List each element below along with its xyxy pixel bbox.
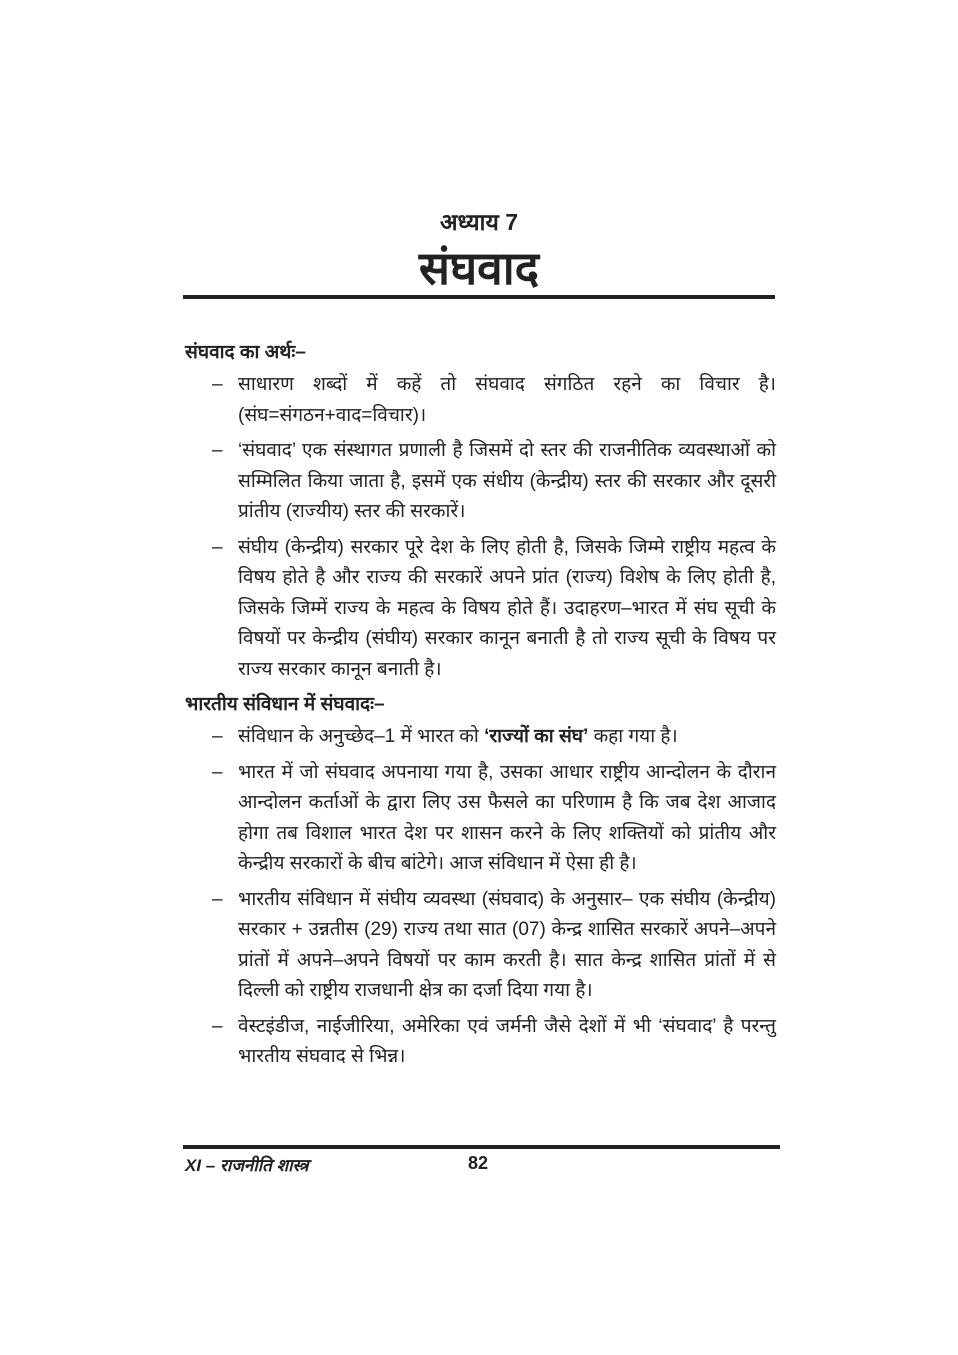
chapter-label: अध्याय 7 bbox=[439, 209, 519, 235]
list-item bbox=[185, 885, 776, 1007]
dash-bullet: – bbox=[212, 1015, 223, 1037]
dash-bullet: – bbox=[212, 536, 223, 558]
footer-book-title: XI – राजनीति शास्त्र bbox=[185, 1156, 309, 1175]
dash-bullet: – bbox=[212, 761, 223, 783]
item-text: संघीय (केन्द्रीय) सरकार पूरे देश के लिए होती है, जिसके जिम्मे राष्ट्रीय महत्व के विषय होते है और राज्य की सरकारें अपने प्रांत (राज्य) विशेष के लिए होती है, जिसके जिम्में राज्य के महत्व के विषय होते हैं। उदाहरण–भारत में संघ सूची के विषयों पर केन्द्रीय (संघीय) सरकार कानून बनाती है तो राज्य सूची के विषय पर राज्य सरकार कानून बनाती है। bbox=[238, 536, 776, 680]
list-item bbox=[185, 758, 776, 880]
dash-bullet: – bbox=[212, 374, 223, 395]
section-heading-meaning: संघवाद का अर्थः– bbox=[185, 342, 306, 363]
item-text: भारत में जो संघवाद अपनाया गया है, उसका आधार राष्ट्रीय आन्दोलन के दौरान आन्दोलन कर्ताओं के द्वारा लिए उस फैसले का परिणाम है कि जब देश आजाद होगा तब विशाल भारत देश पर शासन करने के लिए शक्तियों को प्रांतीय और केन्द्रीय सरकारों के बीच बांटेगे। आज संविधान में ऐसा ही है। bbox=[238, 761, 776, 874]
dash-bullet: – bbox=[212, 440, 223, 461]
section-heading-indian-constitution: भारतीय संविधान में संघवादः– bbox=[185, 694, 385, 715]
dash-bullet: – bbox=[212, 888, 223, 910]
page-content bbox=[185, 338, 776, 1078]
list-item bbox=[185, 533, 776, 686]
footer-divider bbox=[183, 1145, 780, 1149]
list-item bbox=[185, 722, 776, 753]
page-number: 82 bbox=[468, 1153, 489, 1173]
list-item bbox=[185, 436, 776, 528]
chapter-title: संघवाद bbox=[418, 242, 540, 294]
meaning-list bbox=[185, 370, 776, 685]
list-item bbox=[185, 370, 776, 431]
item-text: भारतीय संविधान में संघीय व्यवस्था (संघवाद) के अनुसार– एक संघीय (केन्द्रीय) सरकार + उन्नतीस (29) राज्य तथा सात (07) केन्द्र शासित सरकारें अपने–अपने प्रांतों में अपने–अपने विषयों पर काम करती है। सात केन्द्र शासित प्रांतों में से दिल्ली को राष्ट्रीय राजधानी क्षेत्र का दर्जा दिया गया है। bbox=[238, 888, 776, 1001]
dash-bullet: – bbox=[212, 726, 223, 747]
item-text: ‘संघवाद’ एक संस्थागत प्रणाली है जिसमें दो स्तर की राजनीतिक व्यवस्थाओं को सम्मिलित किया जाता है, इसमें एक संधीय (केन्द्रीय) स्तर की सरकार और दूसरी प्रांतीय (राज्यीय) स्तर की सरकारें। bbox=[238, 440, 776, 522]
list-item bbox=[185, 1012, 776, 1073]
item-text: कहा गया है। bbox=[588, 726, 678, 747]
item-text: संविधान के अनुच्छेद–1 में भारत को bbox=[238, 726, 485, 747]
constitution-list bbox=[185, 722, 776, 1073]
emphasis-text: ‘राज्यों का संघ’ bbox=[484, 726, 589, 747]
item-text: साधारण शब्दों में कहें तो संघवाद संगठित रहने का विचार है। (संघ=संगठन+वाद=विचार)। bbox=[238, 374, 776, 426]
item-text: वेस्टइंडीज, नाईजीरिया, अमेरिका एवं जर्मनी जैसे देशों में भी ‘संघवाद’ है परन्तु भारतीय संघवाद से भिन्न। bbox=[238, 1015, 776, 1067]
title-divider bbox=[183, 295, 775, 299]
